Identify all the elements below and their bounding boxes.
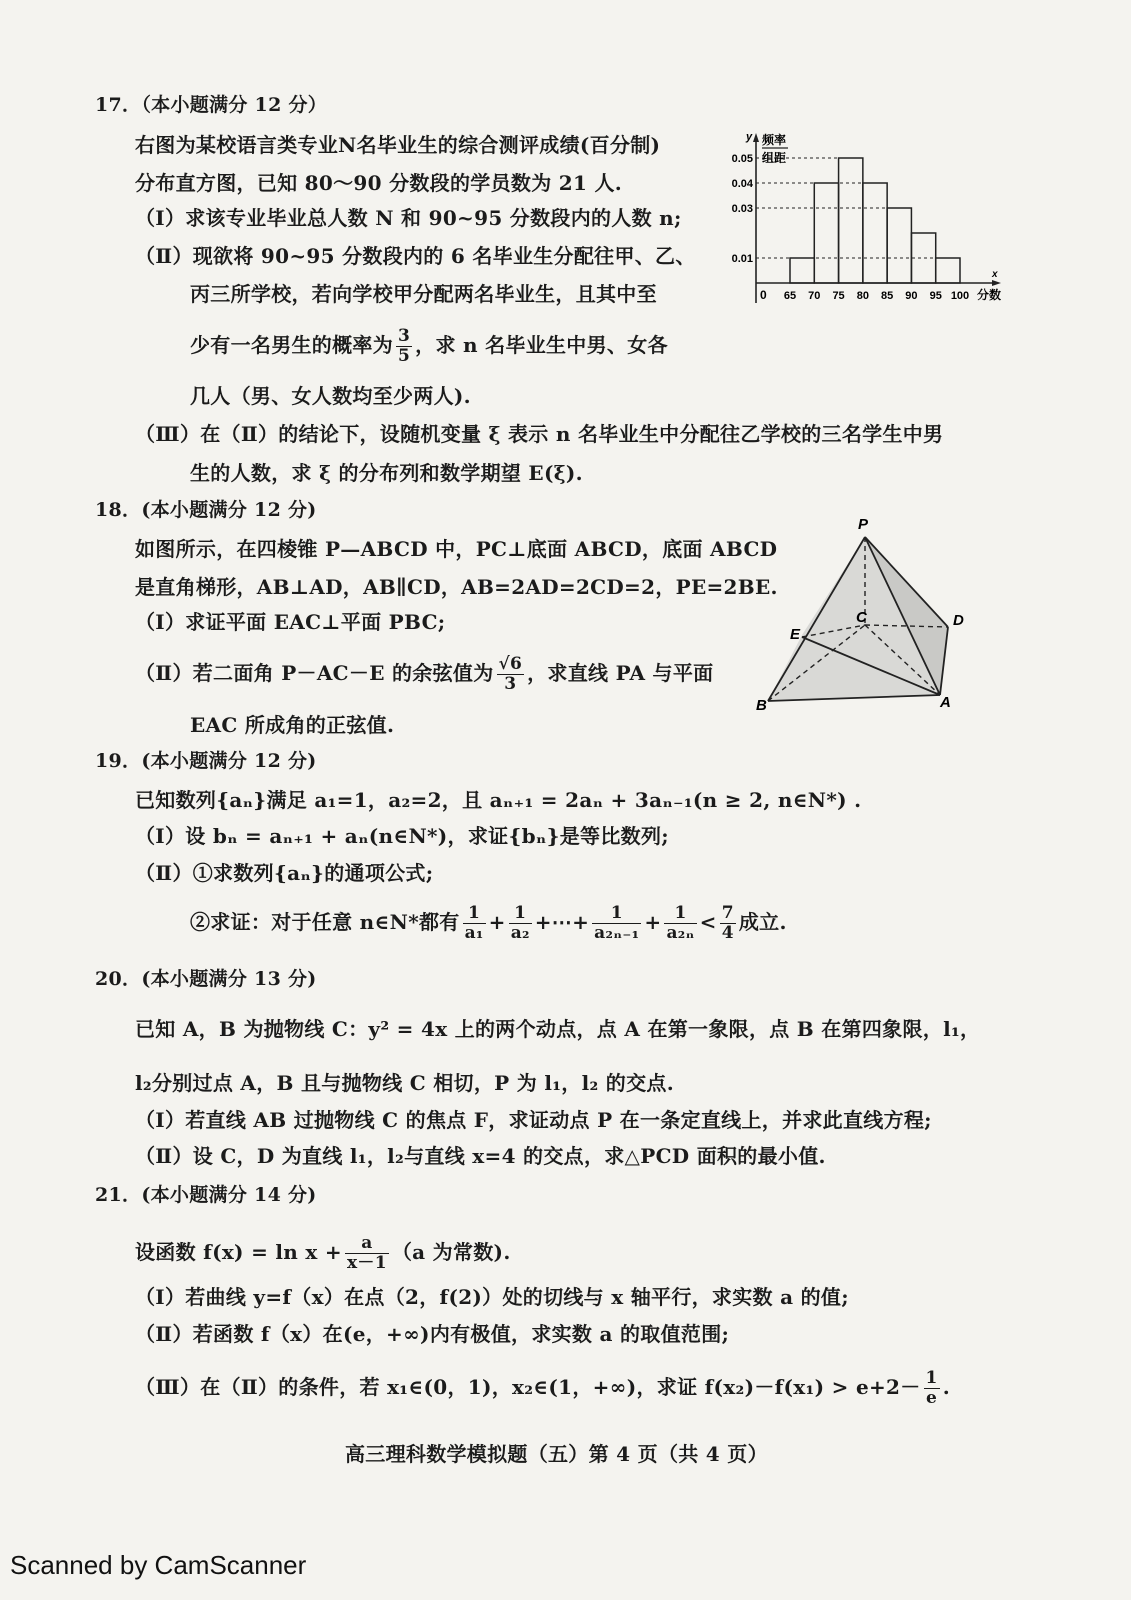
x-tick-label: 75: [832, 290, 845, 302]
x-axis-arrow: [992, 280, 1001, 286]
label-P: P: [858, 516, 869, 533]
y-tick-label: 0.01: [731, 253, 753, 265]
page-footer: 高三理科数学模拟题（五）第 4 页（共 4 页）: [345, 1442, 768, 1466]
q18-line-2: 是直角梯形，AB⊥AD，AB∥CD，AB=2AD=2CD=2，PE=2BE.: [135, 575, 778, 599]
y-tick-label: 0.04: [731, 178, 753, 190]
q19-frac-5-den: 4: [721, 923, 734, 943]
q18-part-2: [135, 655, 713, 694]
q21-function-text: 设函数 f(x) = ln x +: [135, 1240, 342, 1264]
q21-p3-frac-den: e: [926, 1388, 938, 1408]
q19-claim-end: 成立.: [738, 910, 787, 934]
q19-frac-3-num: 1: [592, 904, 641, 924]
q18-cos-text: （Ⅱ）若二面角 P－AC－E 的余弦值为: [135, 661, 494, 685]
q18-frac-den: 3: [504, 674, 517, 694]
histogram-bar: [814, 183, 838, 283]
q19-frac-3: [592, 904, 641, 943]
q17-part-2-line-2: 丙三所学校，若向学校甲分配两名毕业生，且其中至: [190, 282, 657, 306]
histogram-bar: [863, 183, 887, 283]
q19-frac-1-num: 1: [463, 904, 486, 924]
label-C: C: [856, 609, 867, 626]
q21-part-3: [135, 1369, 950, 1408]
q17-prob-text: 少有一名男生的概率为: [190, 333, 393, 357]
x-axis-letter: x: [992, 269, 998, 280]
y-label-top: 频率: [762, 133, 787, 147]
q21-function-note: （a 为常数).: [391, 1240, 511, 1264]
plus-sign: +: [488, 910, 506, 934]
q18-line-1: 如图所示，在四棱锥 P—ABCD 中，PC⊥底面 ABCD，底面 ABCD: [135, 537, 778, 561]
q21-part-3-fraction: [924, 1369, 940, 1408]
x-tick-label: 70: [808, 290, 821, 302]
q20-part-2: （Ⅱ）设 C，D 为直线 l₁，l₂与直线 x=4 的交点，求△PCD 面积的最小值.: [135, 1144, 826, 1168]
q19-frac-5-num: 7: [721, 903, 734, 923]
q20-part-1: （Ⅰ）若直线 AB 过抛物线 C 的焦点 F，求证动点 P 在一条定直线上，并求此直线方程;: [135, 1108, 932, 1132]
q19-frac-4: [664, 904, 696, 943]
x-tick-label: 95: [929, 290, 942, 302]
q19-frac-4-num: 1: [664, 904, 696, 924]
histogram-chart: [720, 128, 1010, 318]
q17-frac-num: 3: [398, 326, 411, 346]
q19-frac-2-num: 1: [509, 904, 532, 924]
histogram-bar: [936, 258, 960, 283]
q19-frac-1-den: a₁: [464, 923, 484, 943]
label-D: D: [953, 612, 964, 629]
q19-line-1: 已知数列{aₙ}满足 a₁=1，a₂=2，且 aₙ₊₁ = 2aₙ + 3aₙ₋₁(n ≥ 2, n∈N*) .: [135, 788, 862, 812]
q18-heading: 18．(本小题满分 12 分): [95, 499, 317, 521]
q18-part-1: （Ⅰ）求证平面 EAC⊥平面 PBC;: [135, 610, 446, 634]
x-axis-label: 分数: [977, 288, 1002, 302]
q17-line-1: 右图为某校语言类专业N名毕业生的综合测评成绩(百分制): [135, 133, 661, 157]
q17-part-1: （Ⅰ）求该专业毕业总人数 N 和 90~95 分数段内的人数 n;: [135, 206, 682, 230]
label-E: E: [790, 626, 801, 643]
x-tick-label: 85: [881, 290, 894, 302]
label-B: B: [756, 697, 767, 714]
q21-line-1: [135, 1234, 511, 1273]
x-tick-label: 65: [783, 290, 797, 302]
less-than-sign: <: [699, 910, 717, 934]
y-axis-arrow: [753, 133, 759, 142]
q21-fraction: [345, 1234, 389, 1273]
q19-frac-3-den: a₂ₙ₋₁: [594, 923, 640, 943]
histogram-bar: [790, 258, 814, 283]
q21-frac-num: a: [345, 1234, 389, 1254]
y-tick-label: 0.03: [731, 203, 753, 215]
q20-heading: 20．(本小题满分 13 分): [95, 968, 317, 990]
q18-part-2-line-2: EAC 所成角的正弦值.: [190, 713, 395, 737]
q17-part-3: （Ⅲ）在（Ⅱ）的结论下，设随机变量 ξ 表示 n 名毕业生中分配往乙学校的三名学生中男: [135, 422, 944, 446]
q19-heading: 19．(本小题满分 12 分): [95, 750, 317, 772]
q19-part-2-2: [190, 904, 787, 943]
q21-p3-frac-num: 1: [925, 1368, 938, 1388]
q17-line-2: 分布直方图，已知 80～90 分数段的学员数为 21 人.: [135, 171, 623, 195]
q17-part-2-line-3: [190, 327, 668, 366]
q21-frac-den: x－1: [346, 1253, 387, 1273]
q17-fraction: [396, 327, 412, 366]
q19-frac-1: [463, 904, 486, 943]
q18-fraction: [497, 655, 525, 694]
ellipsis-sum: +⋯+: [534, 910, 590, 934]
histogram-bar: [887, 208, 911, 283]
histogram-bar: [839, 158, 863, 283]
q17-heading: 17．（本小题满分 12 分）: [95, 94, 328, 116]
pyramid-diagram: [750, 515, 990, 715]
q21-part-3-end: .: [942, 1375, 950, 1399]
q19-part-2: （Ⅱ）①求数列{aₙ}的通项公式;: [135, 861, 434, 885]
q17-frac-den: 5: [398, 346, 411, 366]
q19-frac-5: [720, 904, 736, 943]
q17-prob-text-2: ，求 n 名毕业生中男、女各: [415, 333, 668, 357]
plus-sign: +: [644, 910, 662, 934]
q20-line-2: l₂分别过点 A，B 且与抛物线 C 相切，P 为 l₁，l₂ 的交点.: [135, 1071, 674, 1095]
x-tick-label: 100: [950, 290, 970, 302]
q19-frac-2: [509, 904, 532, 943]
q21-part-1: （Ⅰ）若曲线 y=f（x）在点（2，f(2)）处的切线与 x 轴平行，求实数 a 的值;: [135, 1285, 849, 1309]
q19-frac-4-den: a₂ₙ: [666, 923, 695, 943]
q20-line-1: 已知 A，B 为抛物线 C：y² = 4x 上的两个动点，点 A 在第一象限，点 B 在第四象限，l₁，: [135, 1017, 981, 1041]
q19-frac-2-den: a₂: [510, 923, 530, 943]
q21-heading: 21．(本小题满分 14 分): [95, 1184, 317, 1206]
y-tick-label: 0.05: [731, 153, 753, 165]
x-tick-label: 90: [905, 290, 918, 302]
origin-label: 0: [760, 288, 767, 302]
q17-part-3-line-2: 生的人数，求 ξ 的分布列和数学期望 E(ξ).: [190, 461, 583, 485]
q19-part-1: （Ⅰ）设 bₙ = aₙ₊₁ + aₙ(n∈N*)，求证{bₙ}是等比数列;: [135, 824, 669, 848]
y-label-bottom: 组距: [762, 151, 787, 165]
q19-claim-text: ②求证：对于任意 n∈N*都有: [190, 910, 460, 934]
x-tick-label: 80: [856, 290, 869, 302]
q21-part-2: （Ⅱ）若函数 f（x）在(e，+∞)内有极值，求实数 a 的取值范围;: [135, 1322, 730, 1346]
q18-frac-num: √6: [498, 654, 523, 674]
q18-cos-text-2: ，求直线 PA 与平面: [527, 661, 714, 685]
q17-part-2-line-4: 几人（男、女人数均至少两人).: [190, 384, 471, 408]
q17-part-2: （Ⅱ）现欲将 90~95 分数段内的 6 名毕业生分配往甲、乙、: [135, 244, 696, 268]
camscanner-watermark: Scanned by CamScanner: [10, 1550, 307, 1580]
y-axis-letter: y: [746, 131, 753, 143]
q21-part-3-text: （Ⅲ）在（Ⅱ）的条件，若 x₁∈(0，1)，x₂∈(1，+∞)，求证 f(x₂)－f(x₁) > e+2－: [135, 1375, 921, 1399]
label-A: A: [940, 694, 951, 711]
